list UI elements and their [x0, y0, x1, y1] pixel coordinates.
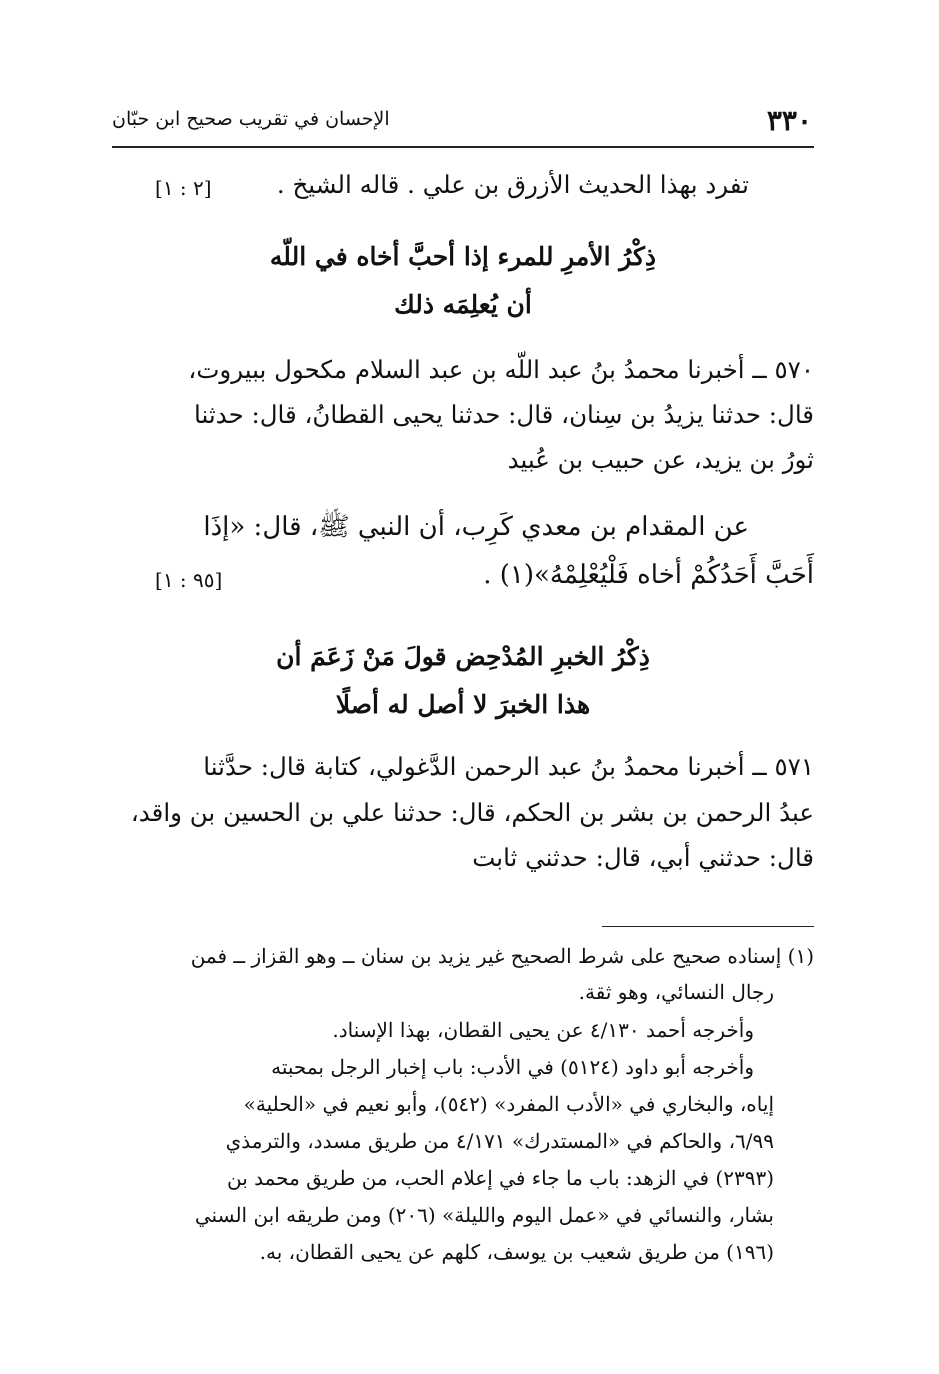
footnote-line-9: (١٩٦) من طريق شعيب بن يوسف، كلهم عن يحيى القطان، به. [259, 1240, 774, 1264]
footnote-line-4: وأخرجه أبو داود (٥١٢٤) في الأدب: باب إخبار الرجل بمحبته [271, 1055, 754, 1079]
hadith-570-line-1: ٥٧٠ ــ أخبرنا محمدُ بنُ عبد اللّه بن عبد السلام مكحول ببيروت، [188, 355, 814, 384]
section-heading-1-line-2: أن يُعلِمَه ذلك [394, 290, 532, 319]
footnote-line-2: رجال النسائي، وهو ثقة. [578, 980, 774, 1004]
section-heading-2-line-2: هذا الخبرَ لا أصل له أصلًا [335, 690, 591, 719]
footnote-line-6: ٦/٩٩، والحاكم في «المستدرك» ٤/١٧١ من طريق مسدد، والترمذي [225, 1129, 774, 1153]
hadith-570-ref: [٩٥ : ١] [155, 568, 223, 592]
hadith-570-matn-line-2: أَحَبَّ أَحَدُكُمْ أخاه فَلْيُعْلِمْهُ»(١) . [483, 560, 814, 590]
hadith-571-line-3: قال: حدثني أبي، قال: حدثني ثابت [472, 843, 814, 872]
hadith-571-line-1: ٥٧١ ــ أخبرنا محمدُ بنُ عبد الرحمن الدَّغولي، كتابة قال: حدَّثنا [203, 752, 814, 781]
book-title: الإحسان في تقريب صحيح ابن حبّان [112, 108, 390, 130]
footnote-line-8: بشار، والنسائي في «عمل اليوم والليلة» (٢٠٦) ومن طريقه ابن السني [194, 1203, 774, 1227]
hadith-571-line-2: عبدُ الرحمن بن بشر بن الحكم، قال: حدثنا علي بن الحسين بن واقد، [130, 798, 814, 827]
hadith-570-matn-line-1: عن المقدام بن معدي كَرِب، أن النبي ﷺ، قال: «إذَا [203, 512, 749, 542]
page-number: ٣٣٠ [766, 104, 812, 137]
opening-ref: [٢ : ١] [155, 176, 212, 200]
opening-text: تفرد بهذا الحديث الأزرق بن علي . قاله الشيخ . [276, 170, 749, 199]
section-heading-2-line-1: ذِكْرُ الخبرِ المُدْحِض قولَ مَنْ زَعَمَ أن [276, 642, 650, 671]
footnote-line-7: (٢٣٩٣) في الزهد: باب ما جاء في إعلام الحب، من طريق محمد بن [226, 1166, 774, 1190]
running-header [112, 96, 814, 148]
hadith-570-line-3: ثورُ بن يزيد، عن حبيب بن عُبيد [507, 445, 814, 474]
footnote-line-1: (١) إسناده صحيح على شرط الصحيح غير يزيد بن سنان ــ وهو القزاز ــ فمن [190, 944, 814, 968]
footnote-separator [602, 926, 814, 927]
footnote-line-5: إياه، والبخاري في «الأدب المفرد» (٥٤٢)، وأبو نعيم في «الحلية» [243, 1092, 774, 1116]
hadith-570-line-2: قال: حدثنا يزيدُ بن سِنان، قال: حدثنا يحيى القطانُ، قال: حدثنا [194, 400, 814, 429]
section-heading-1-line-1: ذِكْرُ الأمرِ للمرء إذا أحبَّ أخاه في اللّه [269, 242, 657, 271]
footnote-line-3: وأخرجه أحمد ٤/١٣٠ عن يحيى القطان، بهذا الإسناد. [332, 1018, 754, 1042]
